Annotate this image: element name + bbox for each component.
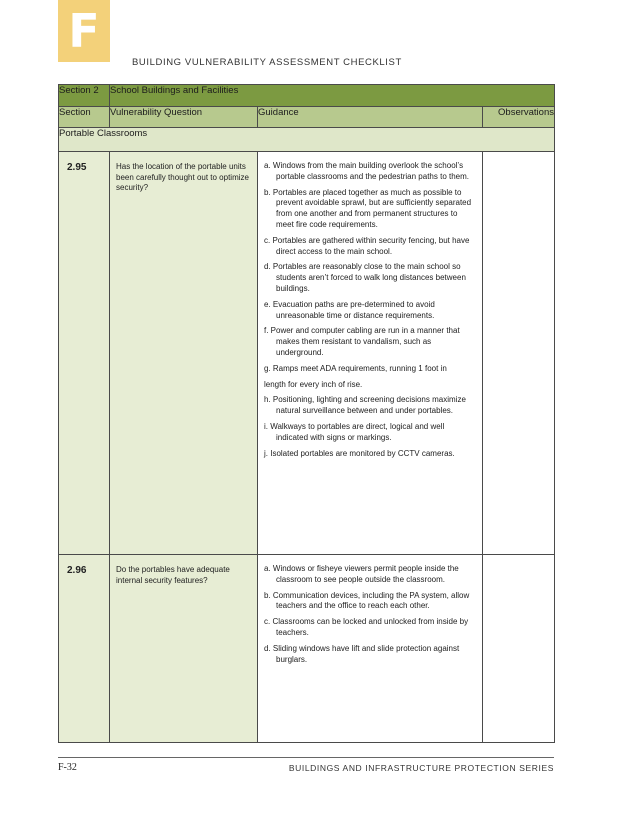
guidance-item: j. Isolated portables are monitored by CCTV cameras. xyxy=(264,448,455,458)
observations-cell[interactable] xyxy=(483,555,555,743)
row-number: 2.96 xyxy=(67,565,87,576)
column-header-section: Section xyxy=(59,107,110,128)
guidance-list xyxy=(258,555,482,674)
table-row xyxy=(59,555,555,743)
appendix-letter: F xyxy=(68,4,100,58)
group-title: Portable Classrooms xyxy=(59,128,555,152)
table-row xyxy=(59,152,555,555)
section-header-row xyxy=(59,85,555,107)
guidance-item: c. Classrooms can be locked and unlocked from inside by teachers. xyxy=(264,617,469,637)
vulnerability-question: Has the location of the portable units been carefully thought out to optimize security? xyxy=(116,162,249,192)
group-row xyxy=(59,128,555,152)
section-label: Section 2 xyxy=(59,85,110,107)
column-header-guidance: Guidance xyxy=(258,107,483,128)
guidance-item: h. Positioning, lighting and screening decisions maximize natural surveillance between and under portables. xyxy=(264,395,466,416)
row-number: 2.95 xyxy=(67,162,87,173)
checklist-table xyxy=(58,84,555,743)
observations-cell[interactable] xyxy=(483,152,555,555)
page-number: F-32 xyxy=(58,762,77,773)
guidance-item: e. Evacuation paths are pre-determined to avoid unreasonable time or distance requirements. xyxy=(264,299,435,320)
series-title: BUILDINGS AND INFRASTRUCTURE PROTECTION SERIES xyxy=(288,763,554,773)
guidance-list xyxy=(258,152,482,468)
guidance-item: b. Portables are placed together as much as possible to prevent avoidable sprawl, but are sufficiently separated from one another and from permanent structures to meet fire code requirements. xyxy=(264,187,472,229)
guidance-item: g. Ramps meet ADA requirements, running 1 foot in xyxy=(264,363,447,373)
footer-divider xyxy=(58,757,554,758)
guidance-item: d. Portables are reasonably close to the main school so students aren’t forced to walk long distances between buildings. xyxy=(264,262,466,293)
guidance-item: d. Sliding windows have lift and slide protection against burglars. xyxy=(264,643,460,664)
guidance-item: a. Windows from the main building overlook the school’s portable classrooms and the pedestrian paths to them. xyxy=(264,161,469,181)
vulnerability-question: Do the portables have adequate internal security features? xyxy=(116,565,230,585)
column-header-observations: Observations xyxy=(483,107,555,128)
section-title: School Buildings and Facilities xyxy=(110,85,555,107)
column-header-row xyxy=(59,107,555,128)
guidance-item: a. Windows or fisheye viewers permit people inside the classroom to see people outside the classroom. xyxy=(264,564,459,584)
guidance-item: b. Communication devices, including the PA system, allow teachers and the office to reach each other. xyxy=(264,590,470,611)
guidance-item: c. Portables are gathered within security fencing, but have direct access to the main school. xyxy=(264,235,470,256)
page-header-title: BUILDING VULNERABILITY ASSESSMENT CHECKLIST xyxy=(132,57,402,68)
guidance-item: length for every inch of rise. xyxy=(264,379,363,389)
guidance-item: i. Walkways to portables are direct, logical and well indicated with signs or markings. xyxy=(264,421,445,442)
column-header-question: Vulnerability Question xyxy=(110,107,258,128)
appendix-tab xyxy=(58,0,110,62)
guidance-item: f. Power and computer cabling are run in a manner that makes them resistant to vandalism, such as underground. xyxy=(264,326,460,357)
